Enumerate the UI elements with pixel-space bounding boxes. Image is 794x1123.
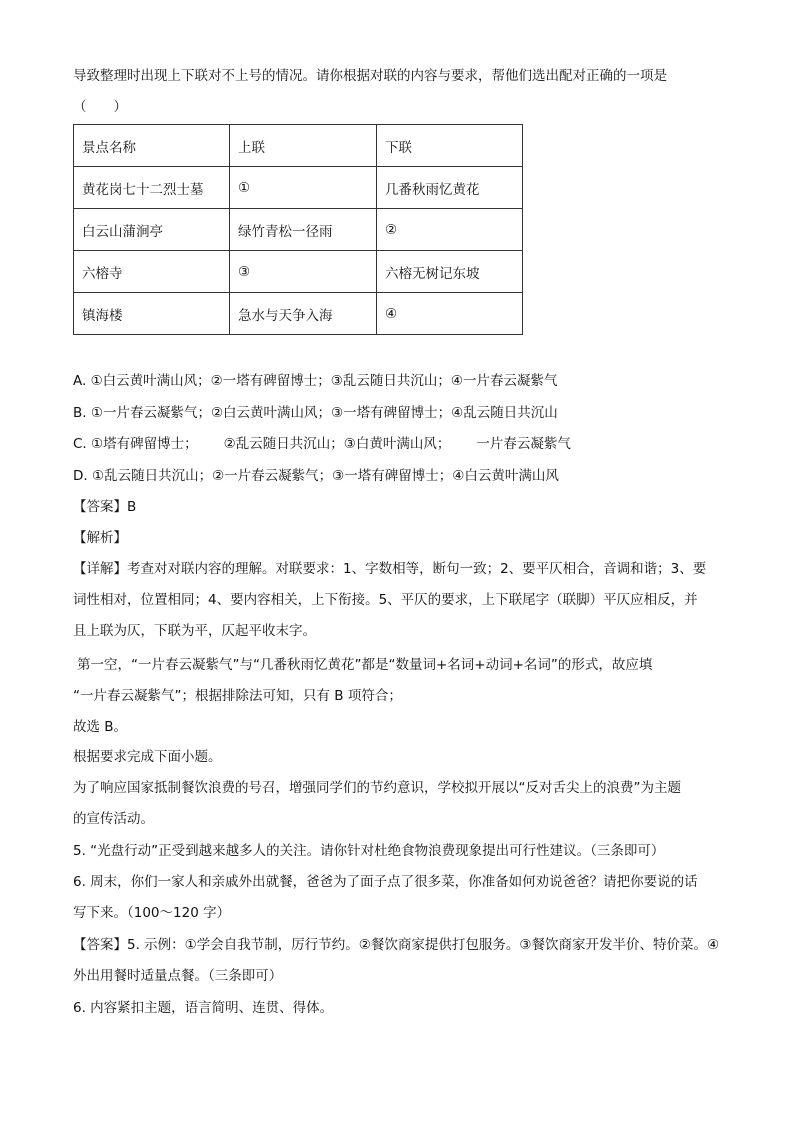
section-intro: 根据要求完成下面小题。 bbox=[73, 749, 222, 765]
table-cell: 六榕寺 bbox=[74, 251, 230, 293]
option-b: B. ①一片春云凝紫气；②白云黄叶满山风；③一塔有碑留博士；④乱云随日共沉山 bbox=[73, 405, 558, 421]
answer-tag: 【答案】 bbox=[73, 499, 127, 515]
answer-bracket: （ ） bbox=[73, 99, 127, 115]
table-cell: ② bbox=[377, 209, 523, 251]
table-cell: ④ bbox=[377, 293, 523, 335]
question-6-line1: 6. 周末，你们一家人和亲戚外出就餐，爸爸为了面子点了很多菜，你准备如何劝说爸爸？请把你要说的话 bbox=[73, 874, 698, 890]
answer-line bbox=[73, 497, 136, 517]
table-cell: 黄花岗七十二烈士墓 bbox=[74, 167, 230, 209]
table-cell: 绿竹青松一径雨 bbox=[230, 209, 377, 251]
table-row bbox=[74, 209, 523, 251]
table-cell: 急水与天争入海 bbox=[230, 293, 377, 335]
table-header-row bbox=[74, 125, 523, 167]
option-d: D. ①乱云随日共沉山；②一片春云凝紫气；③一塔有碑留博士；④白云黄叶满山风 bbox=[73, 468, 559, 484]
answer2-line3: 6. 内容紧扣主题，语言简明、连贯、得体。 bbox=[73, 1000, 334, 1016]
option-c-part2: ②乱云随日共沉山；③白黄叶满山风； bbox=[223, 436, 451, 452]
option-c bbox=[73, 434, 571, 454]
option-a: A. ①白云黄叶满山风；②一塔有碑留博士；③乱云随日共沉山；④一片春云凝紫气 bbox=[73, 373, 558, 389]
answer2-line1 bbox=[73, 935, 719, 955]
detail-tag: 【详解】 bbox=[73, 561, 127, 577]
answer2-line2: 外出用餐时适量点餐。（三条即可） bbox=[73, 968, 283, 984]
answer-value: B bbox=[127, 499, 137, 515]
background-line2: 的宣传活动。 bbox=[73, 811, 154, 827]
question-intro-line1: 导致整理时出现上下联对不上号的情况。请你根据对联的内容与要求，帮他们选出配对正确的一项是 bbox=[73, 68, 667, 84]
answer2-tag: 【答案】 bbox=[73, 937, 127, 953]
analysis-tag: 【解析】 bbox=[73, 530, 127, 546]
paragraph1-line1: 第一空，“一片春云凝紫气”与“几番秋雨忆黄花”都是“数量词+名词+动词+名词”的形式，故应填 bbox=[77, 657, 653, 673]
table-cell: ① bbox=[230, 167, 377, 209]
table-cell: 白云山蒲涧亭 bbox=[74, 209, 230, 251]
table-row bbox=[74, 167, 523, 209]
option-c-part3: 一片春云凝紫气 bbox=[476, 436, 571, 452]
table-cell: ③ bbox=[230, 251, 377, 293]
question-5: 5. “光盘行动”正受到越来越多人的关注。请你针对杜绝食物浪费现象提出可行性建议。（三条即可） bbox=[73, 843, 665, 859]
table-cell: 镇海楼 bbox=[74, 293, 230, 335]
paragraph1-line2: “一片春云凝紫气”；根据排除法可知，只有 B 项符合； bbox=[73, 688, 402, 704]
detail-line3: 且上联为仄，下联为平，仄起平收末字。 bbox=[73, 623, 316, 639]
table-cell: 几番秋雨忆黄花 bbox=[377, 167, 523, 209]
table-cell: 六榕无树记东坡 bbox=[377, 251, 523, 293]
table-row bbox=[74, 251, 523, 293]
question-6-line2: 写下来。（100～120 字） bbox=[73, 905, 231, 921]
detail-line1 bbox=[73, 559, 706, 579]
answer2-text: 5. 示例：①学会自我节制，厉行节约。②餐饮商家提供打包服务。③餐饮商家开发半价、特价菜。④ bbox=[127, 937, 720, 953]
header-cell-spot: 景点名称 bbox=[74, 125, 230, 167]
conclusion-line: 故选 B。 bbox=[73, 719, 128, 735]
detail-text: 考查对对联内容的理解。对联要求：1、字数相等，断句一致；2、要平仄相合，音调和谐；3、要 bbox=[127, 561, 707, 577]
table-row bbox=[74, 293, 523, 335]
couplet-table bbox=[73, 124, 523, 335]
option-c-part1: C. ①塔有碑留博士； bbox=[73, 436, 198, 452]
header-cell-upper: 上联 bbox=[230, 125, 377, 167]
background-line1: 为了响应国家抵制餐饮浪费的号召，增强同学们的节约意识，学校拟开展以“反对舌尖上的浪费”为主题 bbox=[73, 780, 681, 796]
header-cell-lower: 下联 bbox=[377, 125, 523, 167]
detail-line2: 词性相对，位置相同；4、要内容相关，上下衔接。5、平仄的要求，上下联尾字（联脚）平仄应相反，并 bbox=[73, 592, 698, 608]
